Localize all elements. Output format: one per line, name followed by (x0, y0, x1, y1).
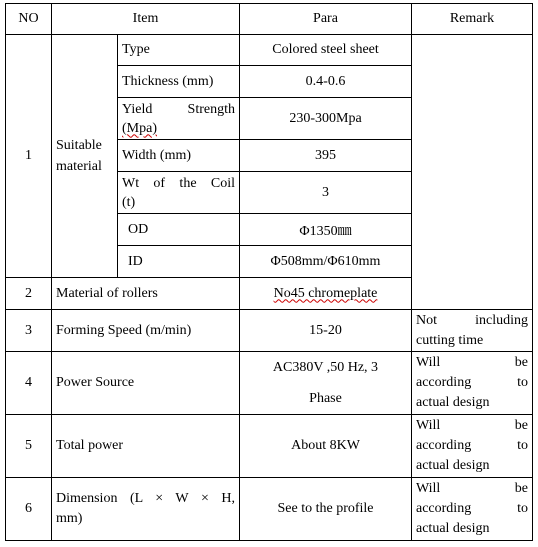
para-value: Φ1350㎜ (240, 214, 412, 246)
remark-line: actual design (416, 521, 490, 536)
para-value: About 8KW (240, 415, 412, 478)
item-label: Thickness (mm) (118, 66, 240, 98)
header-row (6, 4, 533, 35)
remark-line: according to (416, 501, 528, 516)
remark-cell (412, 478, 533, 541)
item-label: Total power (52, 415, 240, 478)
item-label (52, 478, 240, 541)
remark-line: actual design (416, 458, 490, 473)
para-line: AC380V ,50 Hz, 3 (272, 360, 379, 375)
item-label-line: Yield Strength (122, 101, 235, 117)
para-value (240, 278, 412, 310)
para-value: 15-20 (240, 310, 412, 352)
row-number: 2 (6, 278, 52, 310)
item-label (118, 172, 240, 214)
item-label (118, 98, 240, 140)
remark-line: Will be (416, 418, 528, 433)
group-label (52, 35, 118, 278)
row-number: 4 (6, 352, 52, 415)
header-item: Item (52, 4, 240, 35)
para-value: 395 (240, 140, 412, 172)
header-para: Para (240, 4, 412, 35)
item-label: Forming Speed (m/min) (52, 310, 240, 352)
remark-cell (412, 310, 533, 352)
table-row (6, 35, 533, 66)
item-label: Width (mm) (118, 140, 240, 172)
remark-line: Not including (416, 312, 528, 328)
para-text: No45 chromeplate (273, 285, 378, 301)
para-value: 3 (240, 172, 412, 214)
item-label-line: Wt of the Coil (122, 175, 235, 191)
item-label-line: mm) (56, 511, 83, 526)
group-label-line: material (56, 159, 102, 174)
para-line: Phase (309, 391, 342, 406)
header-no: NO (6, 4, 52, 35)
item-label: Type (118, 35, 240, 66)
row-number: 6 (6, 478, 52, 541)
item-label-line: (t) (122, 194, 136, 210)
row-number: 1 (6, 35, 52, 278)
row-number: 5 (6, 415, 52, 478)
para-value: 230-300Mpa (240, 98, 412, 140)
item-label: Material of rollers (52, 278, 240, 310)
remark-line: cutting time (416, 332, 484, 348)
specification-table (5, 3, 533, 541)
remark-empty (412, 35, 533, 310)
para-value: See to the profile (240, 478, 412, 541)
item-label: Power Source (52, 352, 240, 415)
table-row (6, 310, 533, 352)
group-label-line: Suitable (56, 138, 102, 153)
table-row (6, 352, 533, 415)
header-remark: Remark (412, 4, 533, 35)
remark-cell (412, 352, 533, 415)
remark-cell (412, 415, 533, 478)
remark-line: according to (416, 438, 528, 453)
table-row (6, 415, 533, 478)
para-value: Φ508mm/Φ610mm (240, 246, 412, 278)
item-label-line: Dimension (L × W × H, (56, 491, 235, 506)
item-label: ID (118, 246, 240, 278)
remark-line: according to (416, 375, 528, 390)
table-row (6, 478, 533, 541)
remark-line: Will be (416, 355, 528, 370)
item-label-line: (Mpa) (122, 120, 157, 136)
item-label: OD (118, 214, 240, 246)
remark-line: Will be (416, 481, 528, 496)
para-value: 0.4-0.6 (240, 66, 412, 98)
row-number: 3 (6, 310, 52, 352)
remark-line: actual design (416, 395, 490, 410)
para-value (240, 352, 412, 415)
para-value: Colored steel sheet (240, 35, 412, 66)
